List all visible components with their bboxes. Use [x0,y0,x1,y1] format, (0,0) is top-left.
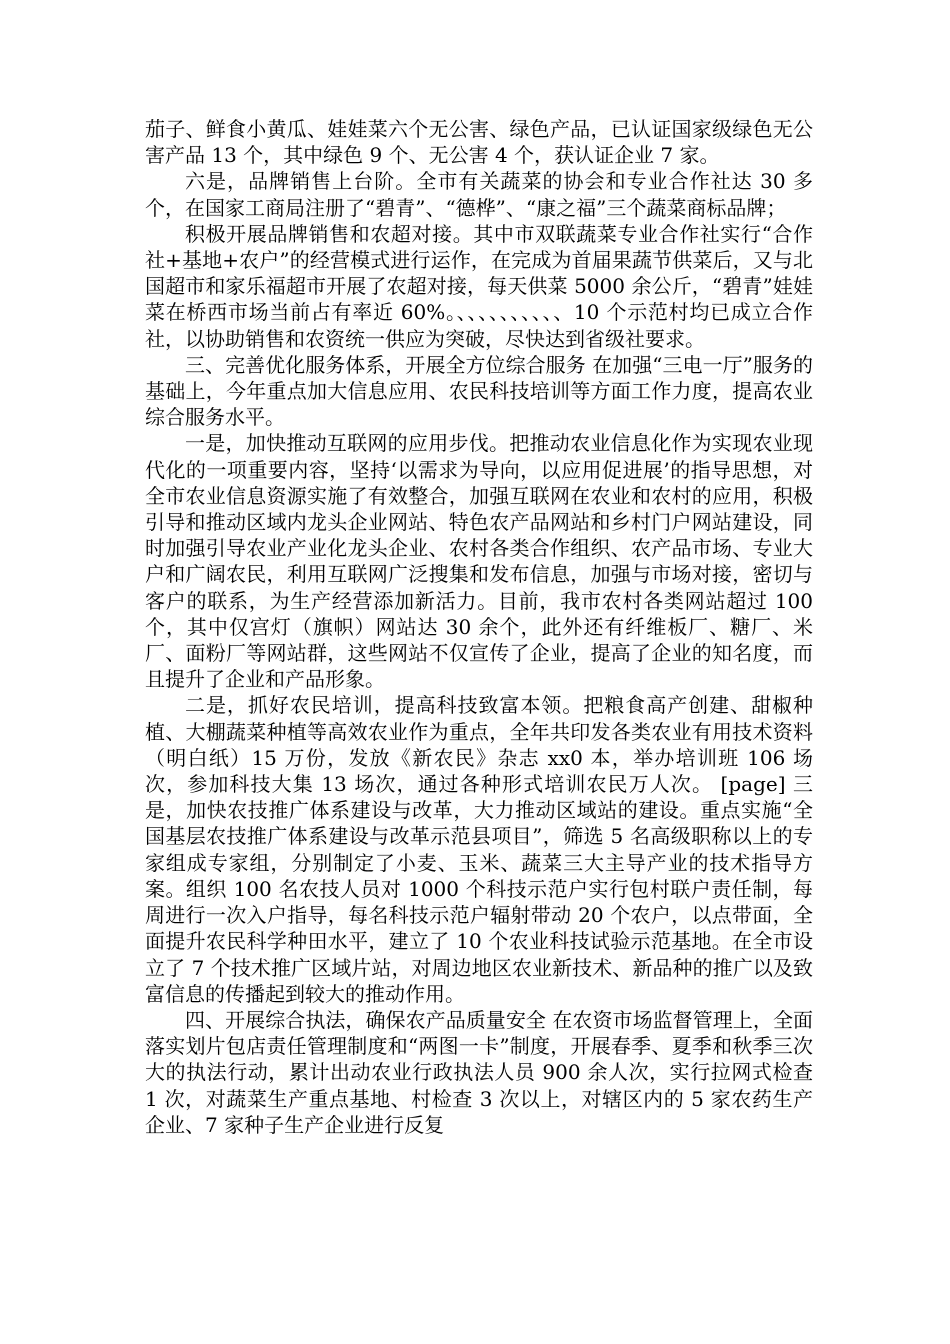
paragraph-1: 茄子、鲜食小黄瓜、娃娃菜六个无公害、绿色产品，已认证国家级绿色无公害产品 13 个，其中绿色 9 个、无公害 4 个，获认证企业 7 家。 [145,117,813,168]
paragraph-7: 四、开展综合执法，确保农产品质量安全 在农资市场监督管理上，全面落实划片包店责任管理制度和“两图一卡”制度，开展春季、夏季和秋季三次大的执法行动，累计出动农业行政执法人员 900 余人次，实行拉网式检查 1 次，对蔬菜生产重点基地、村检查 3 次以上，对辖区内的 5 家农药生产企业、7 家种子生产企业进行反复 [145,1007,813,1137]
paragraph-6: 二是，抓好农民培训，提高科技致富本领。把粮食高产创建、甜椒种植、大棚蔬菜种植等高效农业作为重点，全年共印发各类农业有用技术资料（明白纸）15 万份，发放《新农民》杂志 xx0 本，举办培训班 106 场次，参加科技大集 13 场次，通过各种形式培训农民万人次。 [page] 三是，加快农技推广体系建设与改革，大力推动区域站的建设。重点实施“全国基层农技推广体系建设与改革示范县项目”，筛选 5 名高级职称以上的专家组成专家组，分别制定了小麦、玉米、蔬菜三大主导产业的技术指导方案。组织 100 名农技人员对 1000 个科技示范户实行包村联户责任制，每周进行一次入户指导，每名科技示范户辐射带动 20 个农户，以点带面，全面提升农民科学种田水平，建立了 10 个农业科技试验示范基地。在全市设立了 7 个技术推广区域片站，对周边地区农业新技术、新品种的推广以及致富信息的传播起到较大的推动作用。 [145,693,813,1006]
document-body [145,116,813,1138]
paragraph-5: 一是，加快推动互联网的应用步伐。把推动农业信息化作为实现农业现代化的一项重要内容，坚持‘以需求为导向，以应用促进展’的指导思想，对全市农业信息资源实施了有效整合，加强互联网在农业和农村的应用，积极引导和推动区域内龙头企业网站、特色农产品网站和乡村门户网站建设，同时加强引导农业产业化龙头企业、农村各类合作组织、农产品市场、专业大户和广阔农民，利用互联网广泛搜集和发布信息，加强与市场对接，密切与客户的联系，为生产经营添加新活力。目前，我市农村各类网站超过 100 个，其中仅宫灯（旗帜）网站达 30 余个，此外还有纤维板厂、糖厂、米厂、面粉厂等网站群，这些网站不仅宣传了企业，提高了企业的知名度，而且提升了企业和产品形象。 [145,431,813,692]
paragraph-2: 六是，品牌销售上台阶。全市有关蔬菜的协会和专业合作社达 30 多个，在国家工商局注册了“碧青”、“德桦”、“康之福”三个蔬菜商标品牌； [145,169,813,220]
paragraph-4: 三、完善优化服务体系，开展全方位综合服务 在加强“三电一厅”服务的基础上，今年重点加大信息应用、农民科技培训等方面工作力度，提高农业综合服务水平。 [145,352,813,430]
paragraph-3: 积极开展品牌销售和农超对接。其中市双联蔬菜专业合作社实行“合作社+基地+农户”的经营模式进行运作，在完成为首届果蔬节供菜后，又与北国超市和家乐福超市开展了农超对接，每天供菜 5000 余公斤，“碧青”娃娃菜在桥西市场当前占有率近 60%。、、、、、、、、、、10 个示范村均已成立合作社，以协助销售和农资统一供应为突破，尽快达到省级社要求。 [145,221,813,351]
